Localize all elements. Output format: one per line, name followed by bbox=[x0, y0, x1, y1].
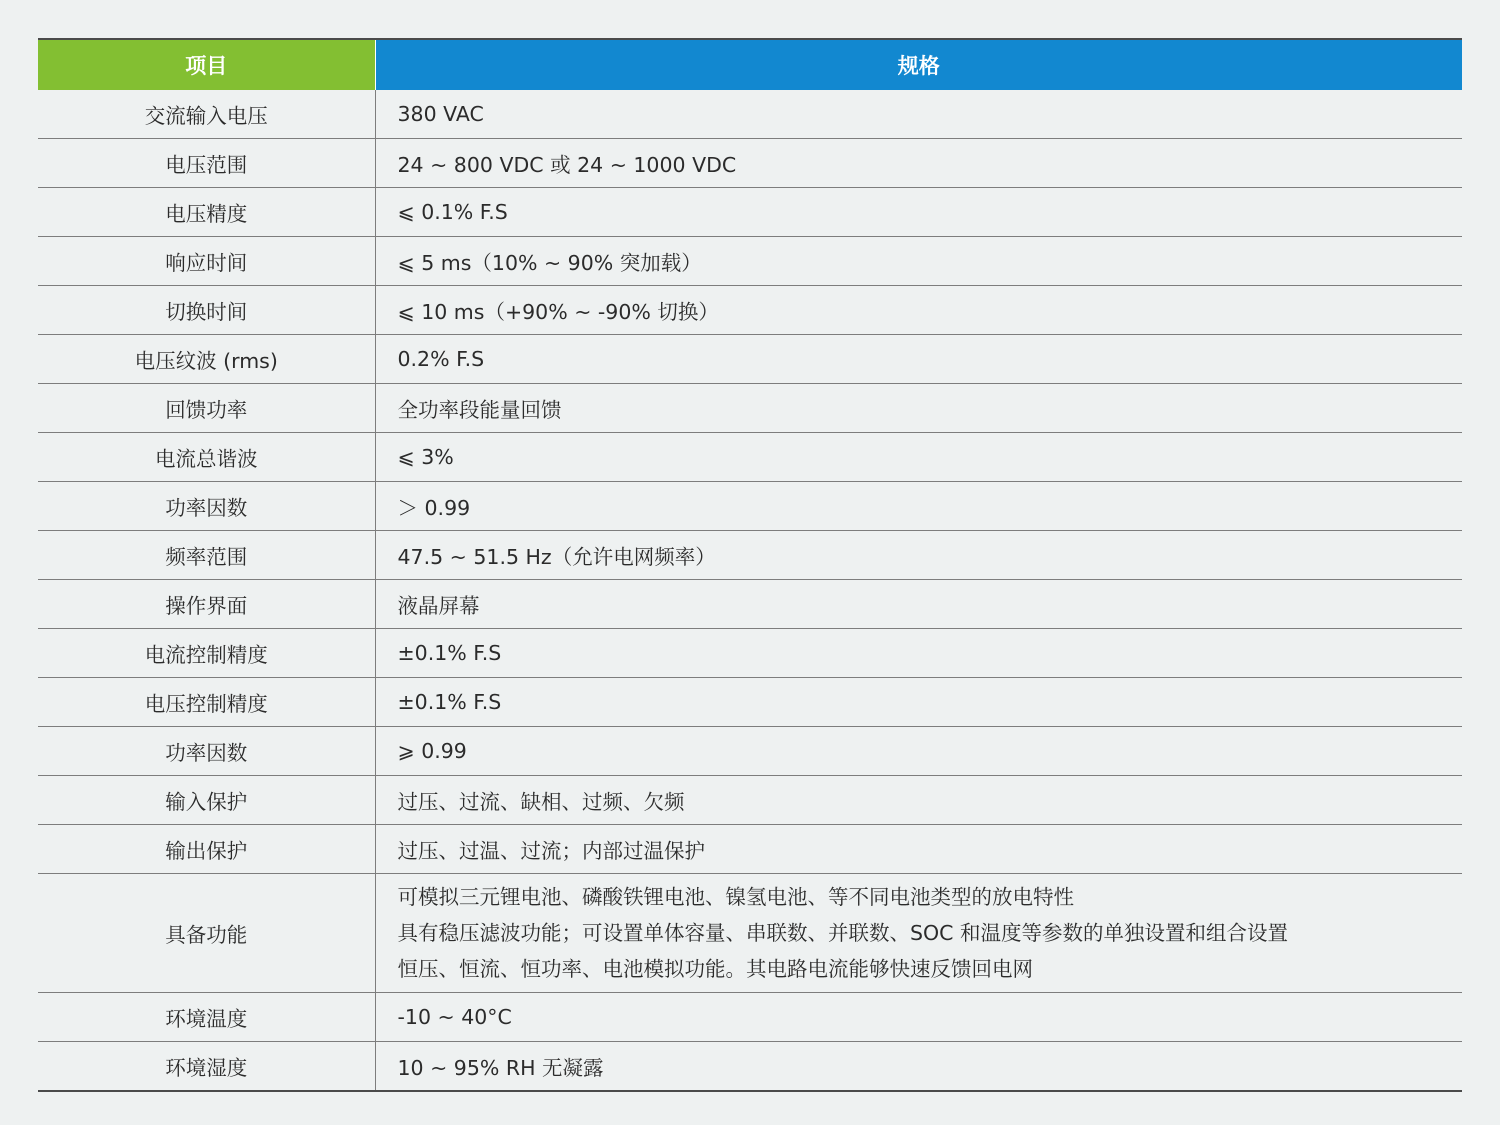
row-spec: 液晶屏幕 bbox=[375, 580, 1462, 629]
table-row bbox=[38, 482, 1462, 531]
table-row bbox=[38, 286, 1462, 335]
row-item: 操作界面 bbox=[38, 580, 375, 629]
table-row bbox=[38, 678, 1462, 727]
table-row bbox=[38, 993, 1462, 1042]
row-spec: ±0.1% F.S bbox=[375, 629, 1462, 678]
table-row bbox=[38, 188, 1462, 237]
row-item: 电流总谐波 bbox=[38, 433, 375, 482]
table-row bbox=[38, 335, 1462, 384]
row-item: 电压范围 bbox=[38, 139, 375, 188]
row-spec: ＞ 0.99 bbox=[375, 482, 1462, 531]
row-spec: 47.5 ~ 51.5 Hz（允许电网频率） bbox=[375, 531, 1462, 580]
row-spec: 10 ~ 95% RH 无凝露 bbox=[375, 1042, 1462, 1092]
function-line: 可模拟三元锂电池、磷酸铁锂电池、镍氢电池、等不同电池类型的放电特性 bbox=[397, 885, 1074, 909]
table-row bbox=[38, 1042, 1462, 1092]
row-item: 电压纹波 (rms) bbox=[38, 335, 375, 384]
row-item: 交流输入电压 bbox=[38, 90, 375, 139]
spec-table bbox=[38, 38, 1462, 1092]
function-line: 具有稳压滤波功能；可设置单体容量、串联数、并联数、SOC 和温度等参数的单独设置和组合设置 bbox=[397, 921, 1288, 945]
row-item: 频率范围 bbox=[38, 531, 375, 580]
table-row bbox=[38, 825, 1462, 874]
row-item: 回馈功率 bbox=[38, 384, 375, 433]
row-item: 环境湿度 bbox=[38, 1042, 375, 1092]
table-row bbox=[38, 580, 1462, 629]
row-spec: 380 VAC bbox=[375, 90, 1462, 139]
row-spec: ⩽ 3% bbox=[375, 433, 1462, 482]
row-item: 功率因数 bbox=[38, 482, 375, 531]
row-spec: ⩽ 10 ms（+90% ~ -90% 切换） bbox=[375, 286, 1462, 335]
row-spec-functions bbox=[375, 874, 1462, 993]
table-row bbox=[38, 433, 1462, 482]
table-row bbox=[38, 629, 1462, 678]
row-spec: -10 ~ 40°C bbox=[375, 993, 1462, 1042]
row-spec: 过压、过流、缺相、过频、欠频 bbox=[375, 776, 1462, 825]
table-header-row bbox=[38, 39, 1462, 90]
row-item: 输入保护 bbox=[38, 776, 375, 825]
row-item: 电压精度 bbox=[38, 188, 375, 237]
row-spec: 0.2% F.S bbox=[375, 335, 1462, 384]
row-item: 电压控制精度 bbox=[38, 678, 375, 727]
table-row-functions bbox=[38, 874, 1462, 993]
table-row bbox=[38, 776, 1462, 825]
row-spec: ±0.1% F.S bbox=[375, 678, 1462, 727]
row-spec: 过压、过温、过流；内部过温保护 bbox=[375, 825, 1462, 874]
table-row bbox=[38, 531, 1462, 580]
row-spec: ⩽ 5 ms（10% ~ 90% 突加载） bbox=[375, 237, 1462, 286]
row-item: 具备功能 bbox=[38, 874, 375, 993]
row-item: 环境温度 bbox=[38, 993, 375, 1042]
table-row bbox=[38, 237, 1462, 286]
row-item: 输出保护 bbox=[38, 825, 375, 874]
row-item: 电流控制精度 bbox=[38, 629, 375, 678]
header-spec: 规格 bbox=[375, 39, 1462, 90]
table-row bbox=[38, 139, 1462, 188]
row-spec: 全功率段能量回馈 bbox=[375, 384, 1462, 433]
table-row bbox=[38, 727, 1462, 776]
row-item: 功率因数 bbox=[38, 727, 375, 776]
row-item: 切换时间 bbox=[38, 286, 375, 335]
row-item: 响应时间 bbox=[38, 237, 375, 286]
row-spec: ⩾ 0.99 bbox=[375, 727, 1462, 776]
table-row bbox=[38, 384, 1462, 433]
header-item: 项目 bbox=[38, 39, 375, 90]
function-line: 恒压、恒流、恒功率、电池模拟功能。其电路电流能够快速反馈回电网 bbox=[397, 957, 1033, 981]
table-row bbox=[38, 90, 1462, 139]
row-spec: 24 ~ 800 VDC 或 24 ~ 1000 VDC bbox=[375, 139, 1462, 188]
row-spec: ⩽ 0.1% F.S bbox=[375, 188, 1462, 237]
